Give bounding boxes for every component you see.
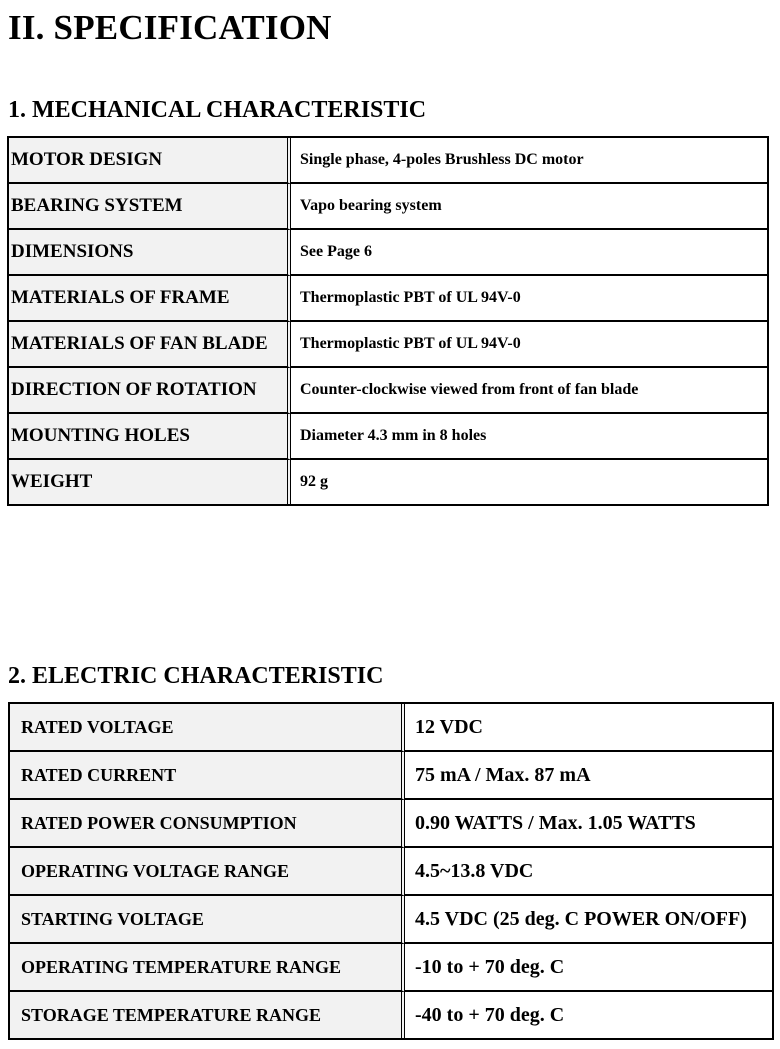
table-row: [9, 276, 767, 322]
table-row: [10, 944, 772, 992]
spec-label: OPERATING VOLTAGE RANGE: [10, 848, 405, 896]
spec-value: See Page 6: [291, 230, 767, 276]
spec-value: Thermoplastic PBT of UL 94V-0: [291, 322, 767, 368]
spec-value: Single phase, 4-poles Brushless DC motor: [291, 138, 767, 184]
table-row: [9, 138, 767, 184]
spec-label: MATERIALS OF FAN BLADE: [9, 322, 291, 368]
spec-value: 75 mA / Max. 87 mA: [405, 752, 772, 800]
page-title: II. SPECIFICATION: [8, 8, 332, 47]
mechanical-spec-table: [7, 136, 769, 506]
spec-value: Counter-clockwise viewed from front of fan blade: [291, 368, 767, 414]
spec-label: MATERIALS OF FRAME: [9, 276, 291, 322]
spec-label: MOUNTING HOLES: [9, 414, 291, 460]
table-row: [9, 230, 767, 276]
table-row: [10, 704, 772, 752]
spec-value: 4.5~13.8 VDC: [405, 848, 772, 896]
table-row: [9, 322, 767, 368]
table-row: [10, 896, 772, 944]
spec-value: -10 to + 70 deg. C: [405, 944, 772, 992]
table-row: [9, 460, 767, 504]
table-row: [10, 848, 772, 896]
table-row: [10, 752, 772, 800]
spec-label: RATED VOLTAGE: [10, 704, 405, 752]
spec-label: RATED CURRENT: [10, 752, 405, 800]
spec-label: OPERATING TEMPERATURE RANGE: [10, 944, 405, 992]
spec-label: WEIGHT: [9, 460, 291, 504]
spec-value: -40 to + 70 deg. C: [415, 1003, 565, 1026]
spec-label: MOTOR DESIGN: [9, 138, 291, 184]
spec-value: Diameter 4.3 mm in 8 holes: [291, 414, 767, 460]
spec-label: STARTING VOLTAGE: [10, 896, 405, 944]
spec-value: 4.5 VDC (25 deg. C POWER ON/OFF): [405, 896, 772, 944]
spec-label: BEARING SYSTEM: [9, 184, 291, 230]
spec-value: Vapo bearing system: [291, 184, 767, 230]
spec-label: STORAGE TEMPERATURE RANGE: [10, 992, 405, 1038]
mechanical-section-title: 1. MECHANICAL CHARACTERISTIC: [8, 97, 427, 123]
electric-section-title: 2. ELECTRIC CHARACTERISTIC: [8, 663, 384, 689]
table-row: [9, 414, 767, 460]
table-row: [10, 800, 772, 848]
spec-value: 0.90 WATTS / Max. 1.05 WATTS: [405, 800, 772, 848]
spec-value: 12 VDC: [405, 704, 772, 752]
table-row: [9, 368, 767, 414]
electric-spec-table: [8, 702, 774, 1040]
table-row: [9, 184, 767, 230]
spec-label: DIRECTION OF ROTATION: [9, 368, 291, 414]
table-row: [10, 992, 772, 1038]
spec-label: DIMENSIONS: [9, 230, 291, 276]
spec-value: Thermoplastic PBT of UL 94V-0: [291, 276, 767, 322]
spec-value: 92 g: [300, 473, 328, 490]
spec-label: RATED POWER CONSUMPTION: [10, 800, 405, 848]
